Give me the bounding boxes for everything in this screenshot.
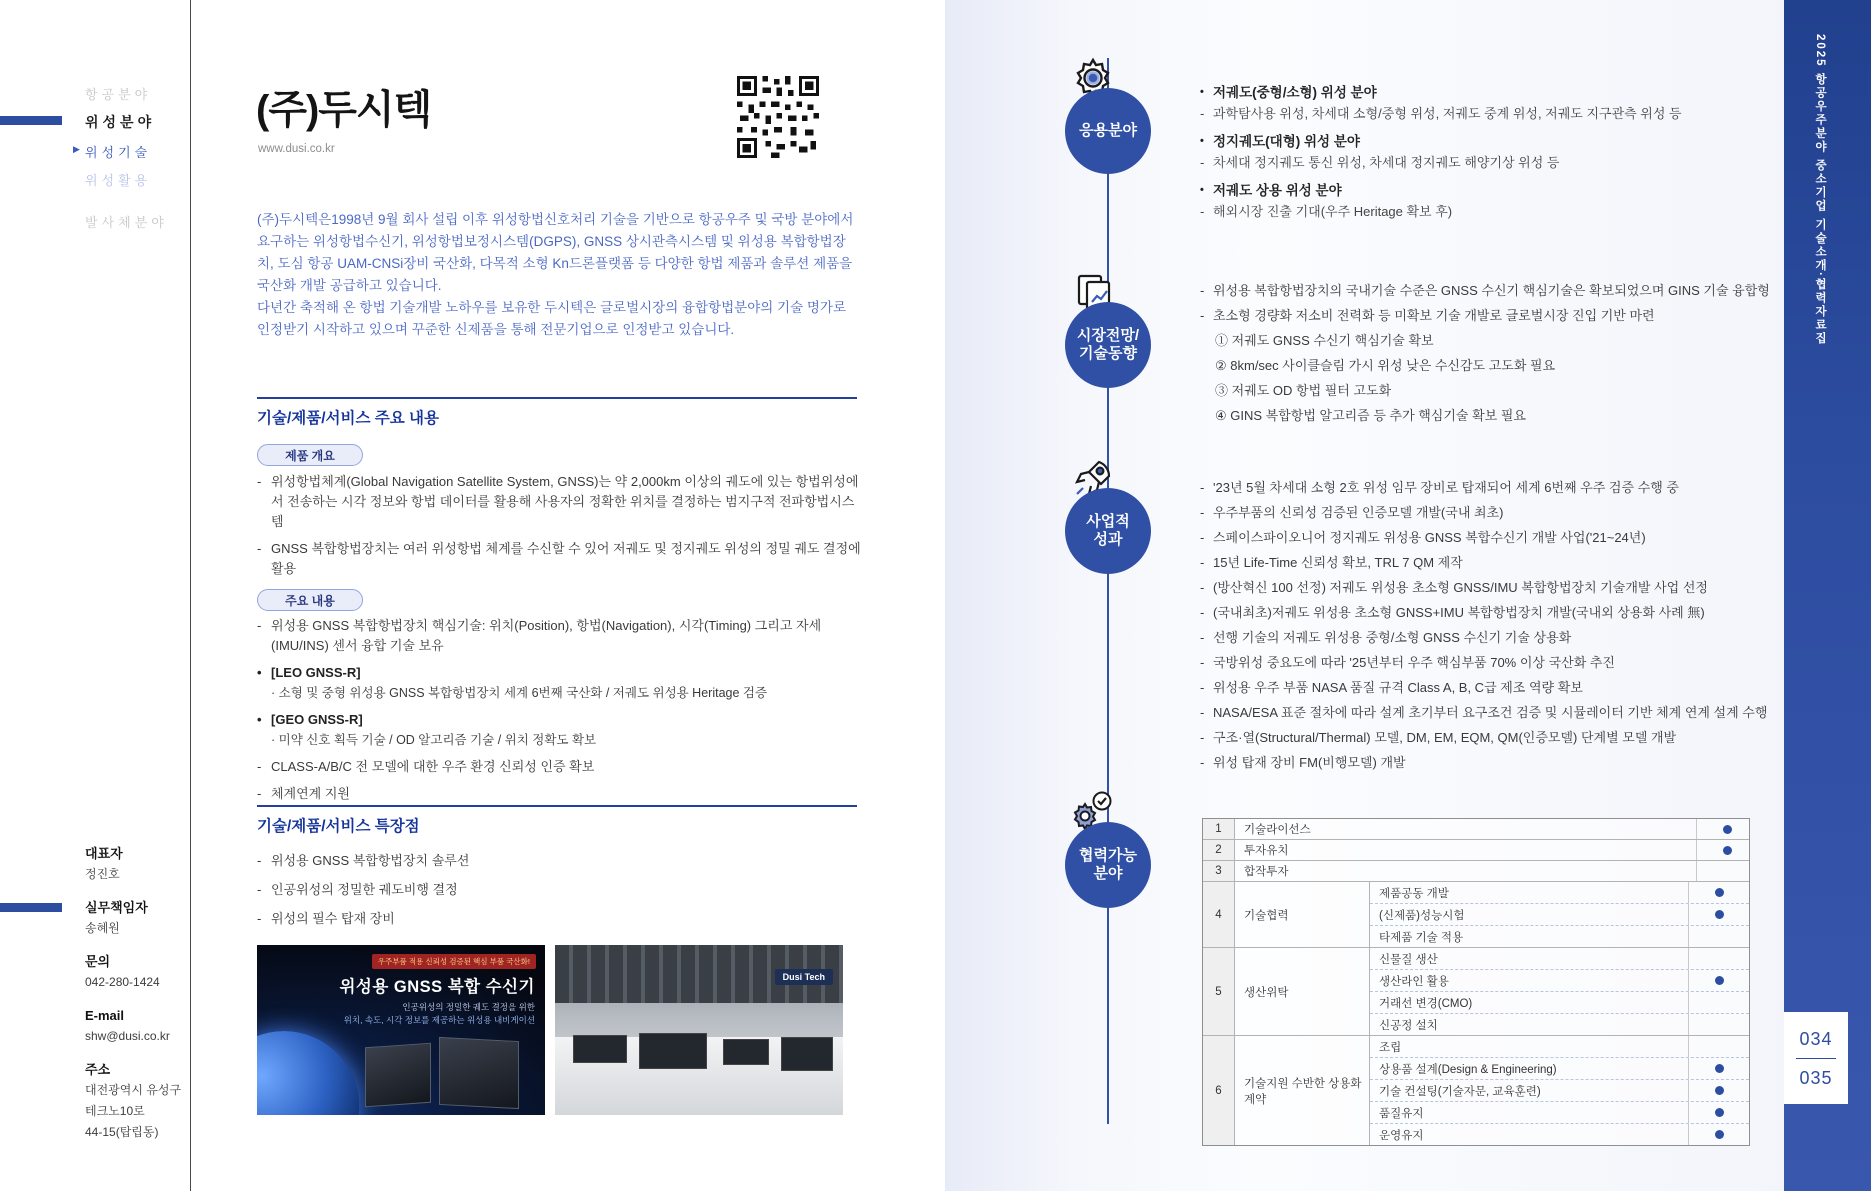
market-block: [1200, 278, 1775, 428]
badge-achievements: 사업적 성과: [1065, 488, 1151, 574]
contact-block: [85, 843, 197, 1143]
market-numbered-item: ② 8km/sec 사이클슬림 가시 위성 낮은 수신감도 고도화 필요: [1215, 358, 1556, 373]
promo-ribbon: 우주부품 적용 신뢰성 검증된 핵심 부품 국산화!: [372, 954, 536, 969]
group-item: - 해외시장 진출 기대(우주 Heritage 확보 후): [1200, 204, 1453, 219]
achievement-item: - 국방위성 중요도에 따라 '25년부터 우주 핵심부품 70% 이상 국산화 추진: [1200, 655, 1615, 670]
page-number-left: 034: [1799, 1028, 1833, 1049]
achievement-item: - 15년 Life-Time 신뢰성 확보, TRL 7 QM 제작: [1200, 555, 1463, 570]
accent-bar-satellite: [0, 116, 62, 125]
qr-code: [737, 76, 819, 158]
category-nav: [73, 84, 185, 240]
market-numbered-item: ① 저궤도 GNSS 수신기 핵심기술 확보: [1215, 333, 1434, 348]
pill-key-content: 주요 내용: [257, 589, 363, 611]
intro-paragraph-2: 다년간 축적해 온 항법 기술개발 노하우를 보유한 두시텍은 글로벌시장의 융합항법분야의 기술 명가로 인정받기 시작하고 있으며 꾸준한 신제품을 통해 전문기업으로 인정받고 있습니다.: [257, 300, 846, 337]
manager-label: 실무책임자: [85, 900, 148, 915]
product-photo-left: [365, 1043, 431, 1108]
nav-item-launcher[interactable]: 발사체분야: [85, 215, 168, 230]
market-numbered-item: ④ GINS 복합항법 알고리즘 등 추가 핵심기술 확보 필요: [1215, 408, 1526, 423]
address-line: 44-15(탑립동): [85, 1125, 159, 1139]
list-item: • [LEO GNSS-R] · 소형 및 중형 위성용 GNSS 복합항법장치 세계 6번째 국산화 / 저궤도 위성용 Heritage 검증: [257, 665, 768, 700]
edition-vertical-title: 2025 항공우주분야 중소기업 기술소개·협력자료집: [1814, 34, 1826, 346]
achievement-item: - '23년 5월 차세대 소형 2호 위성 임무 장비로 탑재되어 세계 6번째 우주 검증 수행 중: [1200, 480, 1679, 495]
table-row: 1 기술라이선스: [1203, 819, 1749, 839]
page-number-box: [1784, 1012, 1848, 1104]
main-section-title: 기술/제품/서비스 주요 내용: [257, 410, 439, 427]
phone-number: 042-280-1424: [85, 975, 160, 989]
product-photo-right: [439, 1037, 519, 1109]
promo-title: 위성용 GNSS 복합 수신기: [339, 978, 535, 996]
table-row: 4 기술협력 제품공동 개발 (신제품)성능시험 타제품 기술 적용: [1203, 881, 1749, 947]
achievement-item: - 구조·열(Structural/Thermal) 모델, DM, EM, EQM, QM(인증모델) 단계별 모델 개발: [1200, 730, 1677, 745]
group-item: - 과학탐사용 위성, 차세대 소형/중형 위성, 저궤도 중계 위성, 저궤도 지구관측 위성 등: [1200, 106, 1682, 121]
page-number-divider: [1796, 1058, 1836, 1059]
badge-market: 시장전망/ 기술동향: [1065, 302, 1151, 388]
company-name: (주)두시텍: [256, 88, 432, 132]
availability-dot: [1723, 846, 1732, 855]
table-row: 6 기술지원 수반한 상용화 계약 조립 상용품 설계(Design & Engineering) 기술 컨설팅(기술자문, 교육훈련) 품질유지 운영유지: [1203, 1035, 1749, 1145]
section-rule: [257, 805, 857, 807]
list-item: - 위성의 필수 탑재 장비: [257, 911, 395, 926]
market-item: - 초소형 경량화 저소비 전력화 등 미확보 기술 개발로 글로벌시장 진입 기반 마련: [1200, 308, 1655, 323]
achievements-block: [1200, 475, 1775, 775]
device: [639, 1033, 707, 1069]
device: [573, 1035, 627, 1063]
group-title: • 저궤도(중형/소형) 위성 분야: [1200, 85, 1377, 100]
earth-graphic: [257, 1031, 359, 1115]
device: [781, 1037, 833, 1071]
features-list: [257, 851, 861, 938]
section-rule: [257, 397, 857, 399]
device: [723, 1039, 769, 1065]
nav-item-satellite[interactable]: 위성분야: [85, 114, 156, 130]
product-promo-image: [257, 945, 545, 1115]
address-line: 테크노10로: [85, 1104, 145, 1118]
table-row: 3 합작투자: [1203, 860, 1749, 881]
accent-bar-contact: [0, 903, 62, 912]
key-content-list: [257, 616, 861, 811]
availability-dot: [1723, 825, 1732, 834]
list-item: - CLASS-A/B/C 전 모델에 대한 우주 환경 신뢰성 인증 확보: [257, 759, 595, 774]
table-row: 2 투자유치: [1203, 839, 1749, 860]
cooperation-table: [1202, 818, 1750, 1146]
list-item: - 체계연계 지원: [257, 786, 350, 801]
achievement-item: - 위성 탑재 장비 FM(비행모델) 개발: [1200, 755, 1406, 770]
list-item: - GNSS 복합항법장치는 여러 위성항법 체계를 수신할 수 있어 저궤도 및 정지궤도 위성의 정밀 궤도 결정에 활용: [257, 541, 861, 576]
email-address[interactable]: shw@dusi.co.kr: [85, 1029, 170, 1043]
market-item: - 위성용 복합항법장치의 국내기술 수준은 GNSS 수신기 핵심기술은 확보되었으며 GINS 기술 융합형: [1200, 283, 1770, 298]
address-label: 주소: [85, 1062, 111, 1077]
achievement-item: - 위성용 우주 부품 NASA 품질 규격 Class A, B, C급 제조 역량 확보: [1200, 680, 1583, 695]
applications-block: [1200, 82, 1775, 229]
nav-item-aviation[interactable]: 항공분야: [85, 87, 152, 102]
exhibition-photo: [555, 945, 843, 1115]
timeline-line: [1107, 58, 1109, 1124]
company-intro: [257, 209, 858, 341]
achievement-item: - NASA/ESA 표준 절차에 따라 설계 초기부터 요구조건 검증 및 시뮬레이터 기반 체계 연계 설계 수행: [1200, 705, 1768, 720]
intro-paragraph-1: (주)두시텍은1998년 9월 회사 설립 이후 위성항법신호처리 기술을 기반으로 항공우주 및 국방 분야에서 요구하는 위성항법수신기, 위성항법보정시스템(DGPS), GNSS 상시관측시스템 및 위성용 복합항법장치, 도심 항공 UAM-CNSi장비 국산화, 다목적 소형 Kn드론플랫폼 등 다양한 항법 제품과 솔루션 제품을 국산화 개발 공급하고 있습니다.: [257, 212, 854, 293]
nav-arrow-icon: ▶: [73, 144, 80, 154]
rep-name: 정진호: [85, 867, 120, 881]
address-line: 대전광역시 유성구: [85, 1083, 182, 1097]
manager-name: 송혜원: [85, 921, 120, 935]
list-item: - 위성용 GNSS 복합항법장치 솔루션: [257, 853, 470, 868]
nav-item-satellite-use[interactable]: 위성활용: [85, 173, 152, 188]
achievement-item: - (국내최초)저궤도 위성용 초소형 GNSS+IMU 복합항법장치 개발(국내외 상용화 사례 無): [1200, 605, 1705, 620]
list-item: - 인공위성의 정밀한 궤도비행 결정: [257, 882, 458, 897]
company-sign: Dusi Tech: [775, 969, 833, 985]
achievement-item: - (방산혁신 100 선정) 저궤도 위성용 초소형 GNSS/IMU 복합항법장치 기술개발 사업 선정: [1200, 580, 1708, 595]
list-item: - 위성용 GNSS 복합항법장치 핵심기술: 위치(Position), 항법(Navigation), 시각(Timing) 그리고 자세(IMU/INS) 센서 융합 기술 보유: [257, 618, 822, 653]
achievement-item: - 스페이스파이오니어 정지궤도 위성용 GNSS 복합수신기 개발 사업('21~24년): [1200, 530, 1646, 545]
promo-subtitle-2: 위치, 속도, 시각 정보를 제공하는 위성용 내비게이션: [343, 1015, 535, 1025]
badge-cooperation: 협력가능 분야: [1065, 822, 1151, 908]
list-item: • [GEO GNSS-R] · 미약 신호 획득 기술 / OD 알고리즘 기술 / 위치 정확도 확보: [257, 712, 597, 747]
email-label: E-mail: [85, 1008, 125, 1023]
company-website[interactable]: www.dusi.co.kr: [258, 143, 335, 155]
promo-subtitle-1: 인공위성의 정밀한 궤도 결정을 위한: [402, 1002, 535, 1012]
phone-label: 문의: [85, 954, 111, 969]
achievement-item: - 선행 기술의 저궤도 위성용 중형/소형 GNSS 수신기 기술 상용화: [1200, 630, 1572, 645]
features-section-title: 기술/제품/서비스 특장점: [257, 818, 420, 835]
list-item: - 위성항법체계(Global Navigation Satellite System, GNSS)는 약 2,000km 이상의 궤도에 있는 항법위성에서 전송하는 시각 정보와 항법 데이터를 활용해 사용자의 정확한 위치를 결정하는 범지구적 전파항법시스템: [257, 474, 859, 529]
market-numbered-item: ③ 저궤도 OD 항법 필터 고도화: [1215, 383, 1392, 398]
group-item: - 차세대 정지궤도 통신 위성, 차세대 정지궤도 해양기상 위성 등: [1200, 155, 1560, 170]
overview-list: [257, 472, 861, 586]
pill-product-overview: 제품 개요: [257, 444, 363, 466]
group-title: • 저궤도 상용 위성 분야: [1200, 183, 1342, 198]
page-number-right: 035: [1799, 1067, 1833, 1088]
badge-applications: 응용분야: [1065, 88, 1151, 174]
table-row: 5 생산위탁 신물질 생산 생산라인 활용 거래선 변경(CMO) 신공정 설치: [1203, 947, 1749, 1035]
rep-label: 대표자: [85, 846, 123, 861]
achievement-item: - 우주부품의 신뢰성 검증된 인증모델 개발(국내 최초): [1200, 505, 1504, 520]
nav-item-satellite-tech[interactable]: ▶ 위성기술: [73, 144, 152, 160]
group-title: • 정지궤도(대형) 위성 분야: [1200, 134, 1360, 149]
